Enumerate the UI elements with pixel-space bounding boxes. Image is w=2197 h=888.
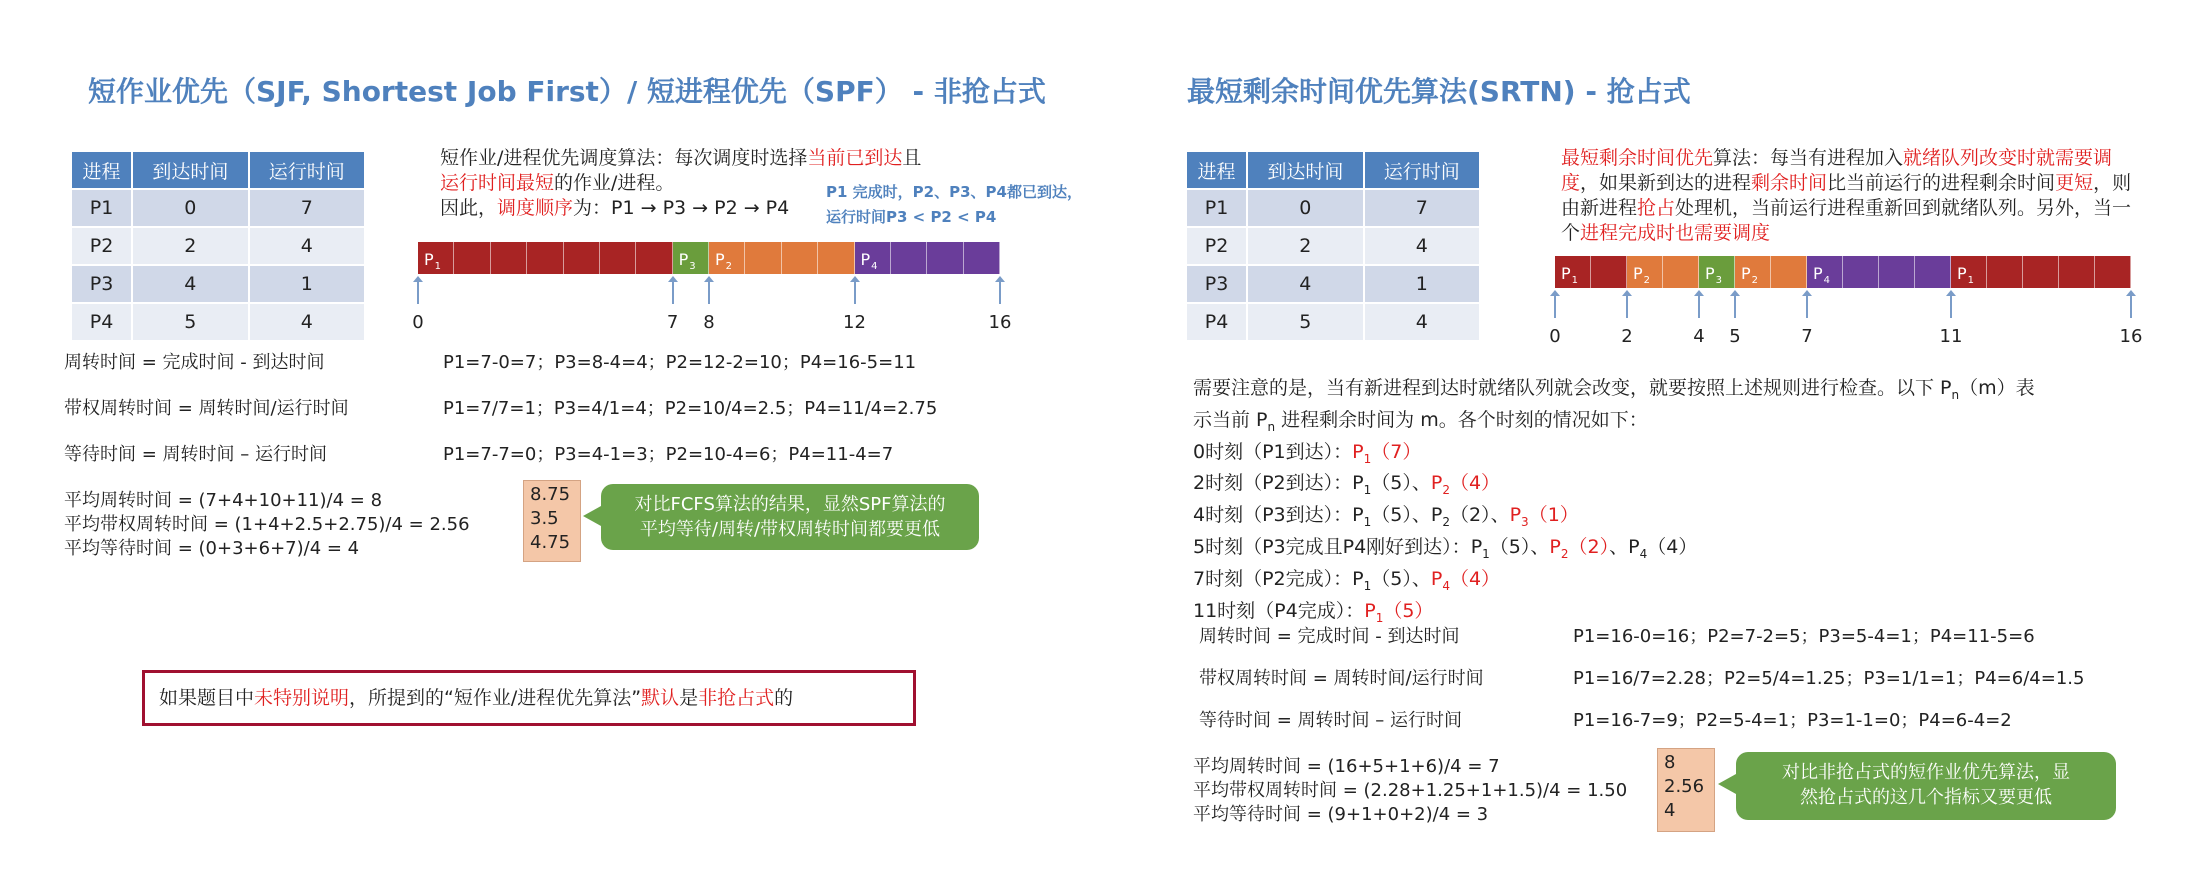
gantt-segment — [1843, 256, 1879, 288]
table-cell: 5 — [132, 303, 248, 341]
gantt-segment — [636, 242, 672, 274]
gantt-tick-arrow — [1626, 294, 1628, 318]
box-value: 3.5 — [530, 508, 559, 529]
callout-line-2: 平均等待/周转/带权周转时间都要更低 — [639, 519, 941, 540]
moment-process: $P_1(5)$ — [1352, 472, 1412, 498]
gantt-segment-label: $P_3$ — [1705, 263, 1723, 286]
gantt-tick-label: 0 — [1549, 326, 1561, 347]
gantt-tick-label: 11 — [1939, 326, 1963, 347]
gantt-segment-subscript: 2 — [1643, 275, 1651, 286]
right-avg-turnaround: 平均周转时间 = (16+5+1+6)/4 = 7 — [1193, 756, 1500, 777]
gantt-tick-arrow — [1950, 294, 1952, 318]
table-cell: P4 — [71, 303, 132, 341]
right-explanation — [1193, 376, 2193, 630]
table-header-cell: 运行时间 — [1364, 151, 1480, 189]
table-header-cell: 进程 — [71, 151, 132, 189]
gantt-segment — [891, 242, 927, 274]
gantt-segment — [1555, 256, 1591, 288]
left-title-suffix: - 非抢占式 — [902, 75, 1046, 108]
moment-process: $P_2(2)$ — [1430, 504, 1491, 529]
left-formula-waiting-value: P1=7-7=0；P3=4-1=3；P2=10-4=6；P4=11-4=7 — [443, 444, 894, 465]
table-row — [71, 227, 365, 265]
desc-line-2: 运行时间最短的作业/进程。 — [440, 172, 675, 194]
gantt-tick-arrow — [708, 280, 710, 304]
table-cell: P3 — [71, 265, 132, 303]
moment-time: 4时刻（P3到达）： — [1193, 504, 1353, 527]
gantt-tick-label: 0 — [412, 312, 424, 333]
right-spf-compare-box — [1657, 748, 1715, 832]
right-formula-waiting-label: 等待时间 = 周转时间 – 运行时间 — [1199, 710, 1462, 731]
table-header-cell: 运行时间 — [249, 151, 365, 189]
note-line-1: P1 完成时，P2、P3、P4都已到达， — [826, 183, 1082, 201]
right-formula-waiting-value: P1=16-7=9；P2=5-4=1；P3=1-1=0；P4=6-4=2 — [1573, 710, 2012, 731]
right-gantt-chart — [1555, 256, 2131, 288]
gantt-segment-label: $P_4$ — [1813, 263, 1831, 286]
gantt-segment — [1591, 256, 1627, 288]
callout-line-1: 对比FCFS算法的结果，显然SPF算法的 — [634, 494, 946, 515]
gantt-segment — [527, 242, 563, 274]
moment-process: $P_1(5)$ — [1352, 567, 1412, 593]
left-title-main: 短作业优先（SJF, Shortest Job First）/ 短进程优先（SPF） — [88, 75, 903, 108]
gantt-tick-label: 16 — [2119, 326, 2143, 347]
table-row — [71, 303, 365, 341]
left-formula-turnaround-value: P1=7-0=7；P3=8-4=4；P2=12-2=10；P4=16-5=11 — [443, 352, 917, 373]
moment-time: 2时刻（P2到达）： — [1193, 472, 1353, 495]
gantt-segment — [1807, 256, 1843, 288]
box-value: 4.75 — [530, 532, 571, 553]
table-cell: 4 — [1364, 303, 1480, 341]
gantt-segment — [745, 242, 781, 274]
gantt-tick-label: 16 — [988, 312, 1012, 333]
right-callout — [1736, 752, 2116, 820]
moment-time: 11时刻（P4完成）： — [1193, 599, 1365, 622]
left-fcfs-compare-box — [523, 480, 581, 562]
gantt-tick-arrow — [1734, 294, 1736, 318]
right-title: 最短剩余时间优先算法(SRTN) - 抢占式 — [1187, 75, 1691, 108]
gantt-segment — [818, 242, 854, 274]
gantt-tick-label: 12 — [843, 312, 866, 333]
table-cell: 2 — [132, 227, 248, 265]
gantt-segment — [600, 242, 636, 274]
moment-separator: 、 — [1609, 535, 1629, 558]
callout-line-2: 然抢占式的这几个指标又要更低 — [1800, 787, 2052, 808]
gantt-segment-label: $P_1$ — [1957, 263, 1975, 286]
gantt-segment — [782, 242, 818, 274]
right-formula-weighted-value: P1=16/7=2.28；P2=5/4=1.25；P3=1/1=1；P4=6/4=1.5 — [1573, 668, 2085, 689]
desc-line-1: 短作业/进程优先调度算法：每次调度时选择当前已到达且 — [440, 147, 922, 169]
gantt-segment-subscript: 3 — [689, 261, 696, 272]
gantt-tick-label: 7 — [1801, 326, 1813, 347]
table-cell: P3 — [1186, 265, 1247, 303]
gantt-segment — [1771, 256, 1807, 288]
moment-row — [1193, 567, 2193, 599]
moment-process: $P_2(2)$ — [1549, 535, 1610, 561]
table-row — [1186, 265, 1480, 303]
gantt-segment — [1663, 256, 1699, 288]
table-cell: 7 — [249, 189, 365, 227]
gantt-segment — [673, 242, 709, 274]
right-avg-waiting: 平均等待时间 = (9+1+0+2)/4 = 3 — [1193, 804, 1489, 825]
gantt-segment — [418, 242, 454, 274]
gantt-segment — [964, 242, 1000, 274]
moment-process: $P_1(5)$ — [1470, 535, 1531, 561]
left-avg-weighted: 平均带权周转时间 = (1+4+2.5+2.75)/4 = 2.56 — [64, 514, 470, 535]
callout-line-1: 对比非抢占式的短作业优先算法，显 — [1782, 762, 2070, 783]
gantt-tick-arrow — [1806, 294, 1808, 318]
moment-separator: 、 — [1411, 504, 1431, 527]
moment-process: $P_2(4)$ — [1430, 472, 1501, 498]
box-value: 2.56 — [1664, 776, 1705, 797]
left-callout — [601, 484, 979, 550]
table-cell: 1 — [249, 265, 365, 303]
gantt-segment-label: $P_2$ — [715, 249, 733, 272]
table-cell: P2 — [1186, 227, 1247, 265]
moment-separator: 、 — [1490, 504, 1510, 527]
gantt-segment-subscript: 2 — [725, 261, 733, 272]
moment-process: $P_1(5)$ — [1364, 599, 1434, 625]
left-default-note-box: 如果题目中未特别说明，所提到的“短作业/进程优先算法”默认是非抢占式的 — [142, 670, 916, 726]
table-header-cell: 到达时间 — [132, 151, 248, 189]
moment-row — [1193, 535, 2193, 567]
table-cell: 4 — [1364, 227, 1480, 265]
gantt-tick-arrow — [2130, 294, 2132, 318]
gantt-segment — [1699, 256, 1735, 288]
left-formula-weighted-label: 带权周转时间 = 周转时间/运行时间 — [64, 398, 349, 419]
moment-time: 0时刻（P1到达）： — [1193, 440, 1353, 463]
moment-process: $P_1(5)$ — [1352, 504, 1412, 529]
gantt-tick-label: 2 — [1621, 326, 1633, 347]
gantt-segment — [1987, 256, 2023, 288]
left-formula-weighted-value: P1=7/7=1；P3=4/1=4；P2=10/4=2.5；P4=11/4=2.75 — [443, 398, 938, 419]
gantt-tick-label: 8 — [703, 312, 715, 333]
box-value: 8.75 — [530, 484, 571, 505]
gantt-segment — [2023, 256, 2059, 288]
table-header-row — [1186, 151, 1480, 189]
gantt-segment — [2059, 256, 2095, 288]
gantt-segment — [1915, 256, 1951, 288]
gantt-segment-label: $P_2$ — [1633, 263, 1651, 286]
table-row — [1186, 189, 1480, 227]
gantt-segment-subscript: 4 — [871, 261, 878, 272]
desc-line-3: 因此，调度顺序为：P1 → P3 → P2 → P4 — [440, 197, 790, 219]
left-avg-turnaround: 平均周转时间 = (7+4+10+11)/4 = 8 — [64, 490, 383, 511]
gantt-segment-subscript: 4 — [1823, 275, 1831, 286]
left-title — [88, 70, 1046, 110]
gantt-segment-subscript: 1 — [434, 261, 442, 272]
table-cell: 1 — [1364, 265, 1480, 303]
gantt-tick-arrow — [1698, 294, 1700, 318]
moment-process: $P_4(4)$ — [1430, 567, 1501, 593]
gantt-segment — [491, 242, 527, 274]
table-cell: P1 — [71, 189, 132, 227]
table-cell: 4 — [249, 227, 365, 265]
moment-time: 7时刻（P2完成）： — [1193, 567, 1353, 590]
table-header-cell: 到达时间 — [1247, 151, 1363, 189]
table-cell: 0 — [1247, 189, 1363, 227]
left-gantt-chart — [418, 242, 1000, 274]
gantt-segment — [1879, 256, 1915, 288]
gantt-segment — [927, 242, 963, 274]
gantt-segment — [855, 242, 891, 274]
table-cell: 5 — [1247, 303, 1363, 341]
table-row — [1186, 227, 1480, 265]
table-cell: 0 — [132, 189, 248, 227]
left-slide — [0, 0, 1098, 888]
gantt-segment — [454, 242, 490, 274]
table-cell: P1 — [1186, 189, 1247, 227]
gantt-segment-label: $P_3$ — [678, 249, 696, 272]
gantt-tick-label: 5 — [1729, 326, 1741, 347]
gantt-segment-label: $P_1$ — [424, 249, 442, 272]
gantt-tick-label: 7 — [666, 312, 679, 333]
moment-separator: 、 — [1411, 472, 1431, 495]
gantt-segment-label: $P_4$ — [860, 249, 878, 272]
right-process-table — [1185, 150, 1481, 342]
moment-row — [1193, 471, 2193, 503]
table-row — [71, 265, 365, 303]
table-row — [71, 189, 365, 227]
gantt-segment — [709, 242, 745, 274]
left-formula-waiting-label: 等待时间 = 周转时间 – 运行时间 — [64, 444, 327, 465]
gantt-segment — [564, 242, 600, 274]
table-cell: 2 — [1247, 227, 1363, 265]
table-cell: 7 — [1364, 189, 1480, 227]
gantt-segment-subscript: 1 — [1967, 275, 1975, 286]
gantt-segment — [2095, 256, 2131, 288]
note-line-2: 运行时间P3 < P2 < P4 — [826, 208, 997, 226]
gantt-tick-arrow — [999, 280, 1001, 304]
left-process-table — [70, 150, 366, 342]
gantt-tick-label: 4 — [1693, 326, 1705, 347]
box-value: 4 — [1664, 800, 1676, 821]
left-formula-turnaround-label: 周转时间 = 完成时间 - 到达时间 — [64, 352, 325, 373]
table-cell: P4 — [1186, 303, 1247, 341]
moment-process: $P_3(1)$ — [1509, 504, 1579, 529]
moment-list — [1193, 440, 2193, 631]
table-cell: 4 — [249, 303, 365, 341]
right-formula-turnaround-label: 周转时间 = 完成时间 - 到达时间 — [1199, 626, 1460, 647]
gantt-segment-subscript: 3 — [1715, 275, 1723, 286]
right-formula-turnaround-value: P1=16-0=16；P2=7-2=5；P3=5-4=1；P4=11-5=6 — [1573, 626, 2035, 647]
moment-process: $P_4(4)$ — [1628, 535, 1698, 561]
moment-separator: 、 — [1411, 567, 1431, 590]
gantt-segment — [1735, 256, 1771, 288]
gantt-segment-label: $P_1$ — [1561, 263, 1579, 286]
gantt-segment — [1627, 256, 1663, 288]
right-slide — [1099, 0, 2197, 888]
moment-separator: 、 — [1530, 535, 1550, 558]
moment-row — [1193, 440, 2193, 472]
table-cell: 4 — [1247, 265, 1363, 303]
gantt-segment-label: $P_2$ — [1741, 263, 1759, 286]
gantt-segment — [1951, 256, 1987, 288]
moment-row — [1193, 503, 2193, 535]
right-formula-weighted-label: 带权周转时间 = 周转时间/运行时间 — [1199, 668, 1484, 689]
gantt-tick-arrow — [854, 280, 856, 304]
box-value: 8 — [1664, 752, 1676, 773]
gantt-segment-subscript: 2 — [1751, 275, 1759, 286]
right-description: 最短剩余时间优先算法：每当有进程加入就绪队列改变时就需要调度，如果新到达的进程剩余时间比当前运行的进程剩余时间更短，则由新进程抢占处理机，当前运行进程重新回到就绪队列。另外，当一个进程完成时也需要调度 — [1561, 147, 2132, 244]
moment-time: 5时刻（P3完成且P4刚好到达）： — [1193, 535, 1471, 558]
table-header-cell: 进程 — [1186, 151, 1247, 189]
explain-line-1: 需要注意的是，当有新进程到达时就绪队列就会改变，就要按照上述规则进行检查。以下 $P_n(m)$表 — [1193, 377, 2035, 402]
gantt-segment-subscript: 1 — [1571, 275, 1579, 286]
gantt-tick-arrow — [672, 280, 674, 304]
table-header-row — [71, 151, 365, 189]
right-avg-weighted: 平均带权周转时间 = (2.28+1.25+1+1.5)/4 = 1.50 — [1193, 780, 1628, 801]
left-note — [826, 180, 1082, 230]
table-cell: 4 — [132, 265, 248, 303]
gantt-tick-arrow — [1554, 294, 1556, 318]
table-cell: P2 — [71, 227, 132, 265]
table-row — [1186, 303, 1480, 341]
left-avg-waiting: 平均等待时间 = (0+3+6+7)/4 = 4 — [64, 538, 360, 559]
moment-process: $P_1(7)$ — [1352, 440, 1422, 466]
gantt-tick-arrow — [417, 280, 419, 304]
explain-line-2: 示当前 $P_n$ 进程剩余时间为 m。各个时刻的情况如下： — [1193, 408, 1648, 434]
